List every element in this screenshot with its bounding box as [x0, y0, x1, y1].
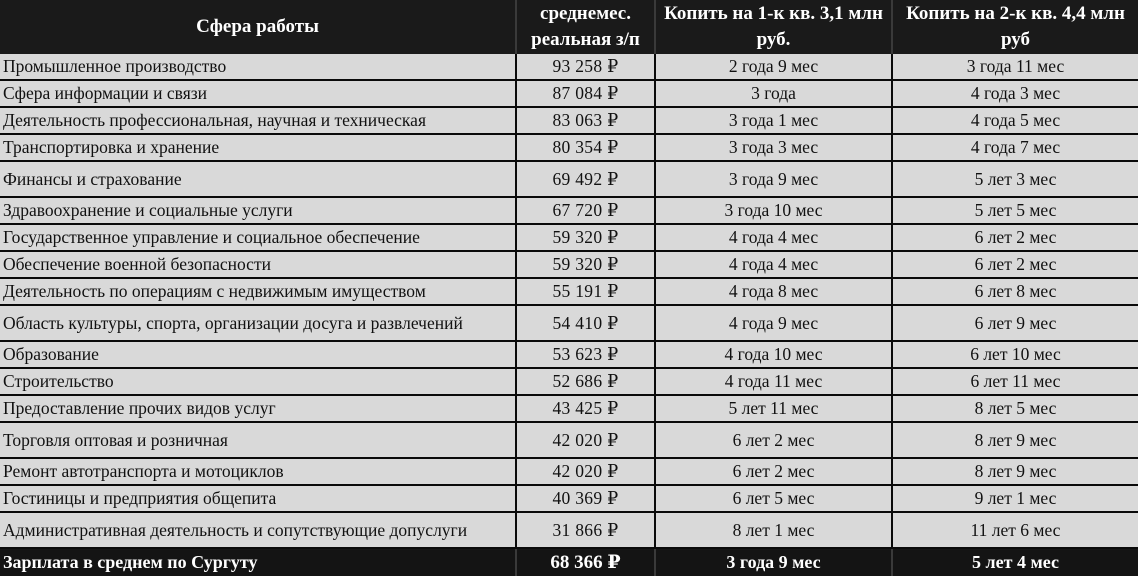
cell-salary: 80 354 ₽ [517, 135, 656, 162]
cell-two-room: 6 лет 11 мес [893, 369, 1138, 396]
cell-salary: 67 720 ₽ [517, 198, 656, 225]
table-row [0, 225, 1138, 252]
cell-sector: Деятельность по операциям с недвижимым имуществом [0, 279, 517, 306]
cell-salary: 31 866 ₽ [517, 513, 656, 549]
cell-one-room: 4 года 8 мес [656, 279, 893, 306]
cell-salary: 93 258 ₽ [517, 54, 656, 81]
cell-two-room: 6 лет 2 мес [893, 225, 1138, 252]
table-row [0, 54, 1138, 81]
cell-salary: 59 320 ₽ [517, 225, 656, 252]
cell-two-room: 4 года 5 мес [893, 108, 1138, 135]
table-row [0, 396, 1138, 423]
cell-two-room: 6 лет 2 мес [893, 252, 1138, 279]
header-two-room: Копить на 2-к кв. 4,4 млн руб [893, 0, 1138, 54]
table-row [0, 459, 1138, 486]
cell-sector: Торговля оптовая и розничная [0, 423, 517, 459]
table-row [0, 423, 1138, 459]
table-row [0, 162, 1138, 198]
cell-sector: Транспортировка и хранение [0, 135, 517, 162]
cell-sector: Финансы и страхование [0, 162, 517, 198]
total-sector: Зарплата в среднем по Сургуту [0, 549, 517, 576]
cell-salary: 42 020 ₽ [517, 423, 656, 459]
cell-one-room: 3 года 9 мес [656, 162, 893, 198]
cell-two-room: 8 лет 9 мес [893, 459, 1138, 486]
cell-one-room: 5 лет 11 мес [656, 396, 893, 423]
cell-salary: 55 191 ₽ [517, 279, 656, 306]
cell-two-room: 3 года 11 мес [893, 54, 1138, 81]
cell-sector: Ремонт автотранспорта и мотоциклов [0, 459, 517, 486]
cell-two-room: 4 года 7 мес [893, 135, 1138, 162]
cell-sector: Предоставление прочих видов услуг [0, 396, 517, 423]
cell-two-room: 6 лет 8 мес [893, 279, 1138, 306]
cell-two-room: 6 лет 10 мес [893, 342, 1138, 369]
table-row [0, 306, 1138, 342]
table-row [0, 486, 1138, 513]
table-row [0, 369, 1138, 396]
cell-two-room: 8 лет 9 мес [893, 423, 1138, 459]
table-row [0, 342, 1138, 369]
total-row [0, 549, 1138, 576]
header-one-room: Копить на 1-к кв. 3,1 млн руб. [656, 0, 893, 54]
cell-sector: Деятельность профессиональная, научная и техническая [0, 108, 517, 135]
total-one-room: 3 года 9 мес [656, 549, 893, 576]
cell-one-room: 8 лет 1 мес [656, 513, 893, 549]
cell-one-room: 2 года 9 мес [656, 54, 893, 81]
cell-sector: Обеспечение военной безопасности [0, 252, 517, 279]
table-row [0, 81, 1138, 108]
cell-salary: 59 320 ₽ [517, 252, 656, 279]
cell-sector: Государственное управление и социальное обеспечение [0, 225, 517, 252]
cell-one-room: 3 года 3 мес [656, 135, 893, 162]
table-row [0, 252, 1138, 279]
cell-salary: 42 020 ₽ [517, 459, 656, 486]
cell-two-room: 9 лет 1 мес [893, 486, 1138, 513]
cell-one-room: 4 года 9 мес [656, 306, 893, 342]
cell-one-room: 3 года 1 мес [656, 108, 893, 135]
cell-sector: Строительство [0, 369, 517, 396]
cell-two-room: 5 лет 3 мес [893, 162, 1138, 198]
cell-one-room: 6 лет 2 мес [656, 459, 893, 486]
cell-one-room: 4 года 10 мес [656, 342, 893, 369]
cell-one-room: 4 года 4 мес [656, 252, 893, 279]
cell-salary: 54 410 ₽ [517, 306, 656, 342]
cell-one-room: 6 лет 2 мес [656, 423, 893, 459]
table-row [0, 513, 1138, 549]
header-row [0, 0, 1138, 54]
cell-salary: 40 369 ₽ [517, 486, 656, 513]
cell-two-room: 8 лет 5 мес [893, 396, 1138, 423]
cell-sector: Здравоохранение и социальные услуги [0, 198, 517, 225]
total-salary: 68 366 ₽ [517, 549, 656, 576]
cell-two-room: 6 лет 9 мес [893, 306, 1138, 342]
cell-sector: Область культуры, спорта, организации досуга и развлечений [0, 306, 517, 342]
total-two-room: 5 лет 4 мес [893, 549, 1138, 576]
cell-salary: 43 425 ₽ [517, 396, 656, 423]
cell-two-room: 11 лет 6 мес [893, 513, 1138, 549]
cell-one-room: 4 года 11 мес [656, 369, 893, 396]
table-row [0, 279, 1138, 306]
cell-salary: 52 686 ₽ [517, 369, 656, 396]
cell-salary: 53 623 ₽ [517, 342, 656, 369]
table-row [0, 108, 1138, 135]
cell-one-room: 3 года [656, 81, 893, 108]
header-sector: Сфера работы [0, 0, 517, 54]
cell-sector: Административная деятельность и сопутствующие допуслуги [0, 513, 517, 549]
cell-one-room: 4 года 4 мес [656, 225, 893, 252]
cell-salary: 83 063 ₽ [517, 108, 656, 135]
cell-one-room: 6 лет 5 мес [656, 486, 893, 513]
cell-two-room: 5 лет 5 мес [893, 198, 1138, 225]
cell-salary: 87 084 ₽ [517, 81, 656, 108]
cell-sector: Промышленное производство [0, 54, 517, 81]
table-row [0, 198, 1138, 225]
table-row [0, 135, 1138, 162]
cell-sector: Сфера информации и связи [0, 81, 517, 108]
header-salary: среднемес. реальная з/п [517, 0, 656, 54]
cell-sector: Гостиницы и предприятия общепита [0, 486, 517, 513]
cell-sector: Образование [0, 342, 517, 369]
cell-two-room: 4 года 3 мес [893, 81, 1138, 108]
cell-salary: 69 492 ₽ [517, 162, 656, 198]
cell-one-room: 3 года 10 мес [656, 198, 893, 225]
